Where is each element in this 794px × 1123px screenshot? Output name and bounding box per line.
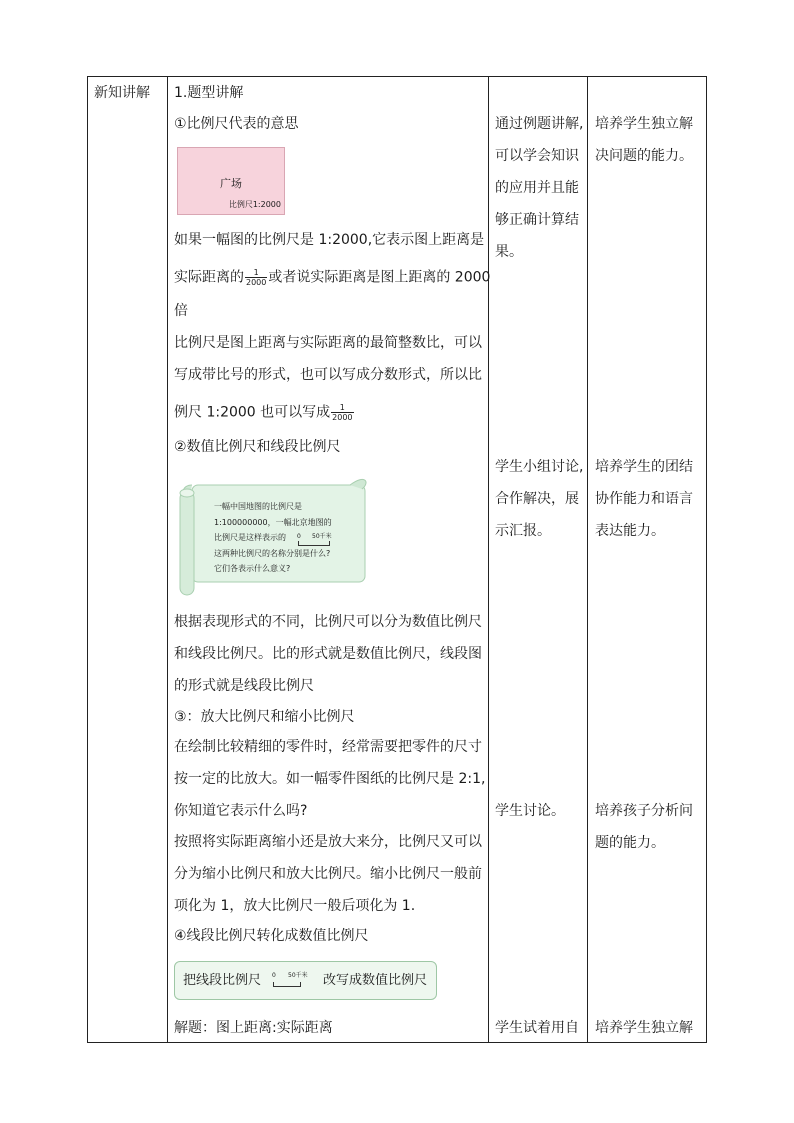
paragraph-4b: 按一定的比放大。如一幅零件图纸的比例尺是 2:1, [174,771,486,787]
fraction [331,403,353,422]
box-scale-bar [273,982,301,987]
col3-block-b [495,451,583,547]
col3-line: 果。 [495,244,523,260]
scroll-scale-zero: 0 [297,533,301,540]
paragraph-2c [174,403,355,422]
col3-block-a [495,108,583,268]
table-border-right [706,76,707,1043]
scroll-scale-km: 50千米 [312,533,332,540]
fraction [245,268,267,287]
col3-line: 学生试着用自 [495,1020,579,1036]
scroll-line: 比例尺是这样表示的 [214,533,286,542]
paragraph-2a: 比例尺是图上距离与实际距离的最简整数比，可以 [174,335,482,351]
text: 或者说实际距离是图上距离的 2000 [268,269,491,286]
col4-block-a [595,108,693,172]
subheading-1: ①比例尺代表的意思 [174,116,299,132]
col4-line: 培养孩子分析问 [595,803,693,819]
box-scale-zero: 0 [272,972,276,979]
paragraph-6: 解题：图上距离:实际距离 [174,1020,333,1036]
table-divider-2 [488,76,489,1043]
subheading-3: ③：放大比例尺和缩小比例尺 [174,709,355,725]
heading: 1.题型讲解 [174,85,244,101]
table-divider-3 [587,76,588,1043]
scroll-line: 1:100000000，一幅北京地图的 [214,517,332,527]
col3-line: 够正确计算结 [495,212,579,228]
section-label: 新知讲解 [94,85,150,101]
paragraph-3b: 和线段比例尺。比的形式就是数值比例尺，线段图 [174,646,482,662]
subheading-4: ④线段比例尺转化成数值比例尺 [174,928,369,944]
text: 例尺 1:2000 也可以写成 [174,404,331,421]
table-border-left [87,76,88,1043]
col4-line: 表达能力。 [595,523,665,539]
col3-block-c [495,795,565,827]
box-right-text: 改写成数值比例尺 [323,973,428,988]
paragraph-1c: 倍 [174,303,188,319]
col3-line: 学生小组讨论, [495,459,584,475]
col3-line: 示汇报。 [495,523,551,539]
col3-block-d [495,1012,579,1044]
col4-line: 协作能力和语言 [595,491,693,507]
col4-block-d [595,1012,693,1044]
col4-line: 决问题的能力。 [595,148,693,164]
col4-line: 培养学生独立解 [595,1020,693,1036]
table-divider-1 [167,76,168,1043]
subheading-2: ②数值比例尺和线段比例尺 [174,439,341,455]
paragraph-5b: 分为缩小比例尺和放大比例尺。缩小比例尺一般前 [174,866,482,882]
col4-line: 培养学生独立解 [595,116,693,132]
paragraph-1a: 如果一幅图的比例尺是 1:2000,它表示图上距离是 [174,232,485,248]
fraction-denominator: 2000 [332,413,353,422]
box-scale-km: 50千米 [288,972,308,979]
scroll-line: 这两种比例尺的名称分别是什么? [214,548,331,558]
col4-line: 题的能力。 [595,835,665,851]
square-map-title: 广场 [220,177,242,190]
scroll-line: 一幅中国地图的比例尺是 [214,502,302,511]
col4-block-b [595,451,693,547]
fraction-numerator: 1 [245,268,267,278]
square-map-scale: 比例尺1:2000 [228,200,281,209]
scroll-line: 它们各表示什么意义? [214,564,291,573]
col3-line: 通过例题讲解, [495,116,584,132]
square-map-image [177,147,285,215]
paragraph-3a: 根据表现形式的不同，比例尺可以分为数值比例尺 [174,614,482,630]
paragraph-3c: 的形式就是线段比例尺 [174,678,314,694]
col4-block-c [595,795,693,859]
col3-line: 学生讨论。 [495,803,565,819]
fraction-numerator: 1 [331,403,353,413]
text: 实际距离的 [174,269,244,286]
table-border-top [87,76,707,77]
col3-line: 的应用并且能 [495,180,579,196]
col4-line: 培养学生的团结 [595,459,693,475]
col3-line: 合作解决，展 [495,491,579,507]
paragraph-5a: 按照将实际距离缩小还是放大来分，比例尺又可以 [174,834,482,850]
paragraph-1b [174,268,490,287]
paragraph-4a: 在绘制比较精细的零件时，经常需要把零件的尺寸 [174,739,482,755]
paragraph-5c: 项化为 1，放大比例尺一般后项化为 1. [174,898,416,914]
scroll-scale-bar [298,541,330,546]
fraction-denominator: 2000 [246,278,267,287]
box-left-text: 把线段比例尺 [183,973,262,988]
paragraph-4c: 你知道它表示什么吗? [174,803,308,819]
col3-line: 可以学会知识 [495,148,579,164]
paragraph-2b: 写成带比号的形式，也可以写成分数形式，所以比 [174,367,482,383]
convert-scale-box [174,961,437,1000]
